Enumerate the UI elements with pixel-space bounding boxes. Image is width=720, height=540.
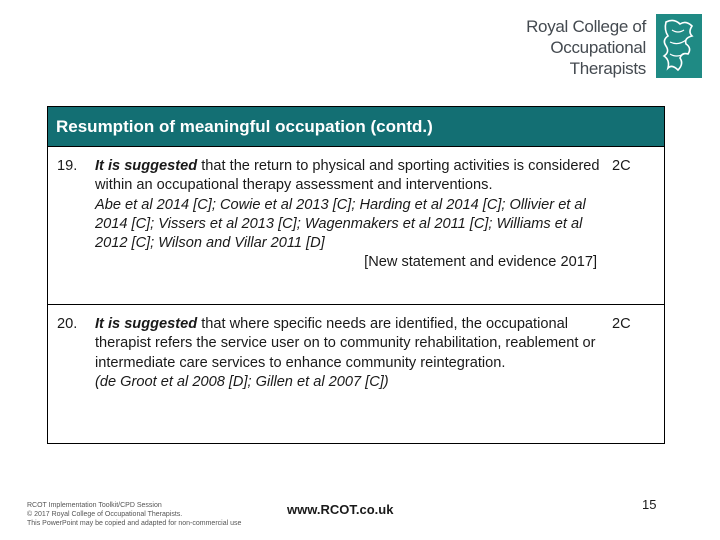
footer-url-link[interactable]: www.RCOT.co.uk [287, 502, 394, 517]
evidence-citations: (de Groot et al 2008 [D]; Gillen et al 2007 [C]) [95, 373, 389, 390]
grade-badge: 2C [612, 158, 631, 174]
statement-text: that where specific needs are identified, the occupational therapist refers the service user on to community rehabilitation, reablement or intermediate care services to enhance community reintegration. [95, 316, 596, 371]
logo-line-1: Royal College of [526, 17, 646, 36]
row-number: 20. [57, 316, 78, 332]
table-row [48, 305, 664, 441]
row-statement [95, 157, 600, 273]
row-number: 19. [57, 158, 78, 174]
grade-badge: 2C [612, 316, 631, 332]
recommendations-table [47, 106, 665, 444]
revision-note: [New statement and evidence 2017] [364, 254, 597, 271]
table-row [48, 147, 664, 305]
rcot-crest-icon [656, 14, 702, 78]
logo-wordmark [526, 16, 646, 79]
table-header: Resumption of meaningful occupation (contd.) [48, 107, 664, 147]
footer-line-1: RCOT Implementation Toolkit/CPD Session [27, 502, 162, 509]
evidence-citations: Abe et al 2014 [C]; Cowie et al 2013 [C]; Harding et al 2014 [C]; Ollivier et al 2014 [C]; Vissers et al 2013 [C]; Wagenmakers et al 2011 [C]; Williams et al 2012 [C]; Wilson and Villar 2011 [D] [95, 196, 586, 252]
row-statement [95, 315, 600, 392]
footer-copyright [27, 501, 241, 528]
statement-lead: It is suggested [95, 316, 198, 332]
logo-line-3: Therapists [569, 59, 646, 78]
footer-line-3: This PowerPoint may be copied and adapted for non-commercial use [27, 520, 242, 527]
statement-text: that the return to physical and sporting activities is considered within an occupational therapy assessment and interventions. [95, 158, 600, 194]
footer-line-2: © 2017 Royal College of Occupational Therapists. [27, 511, 183, 518]
statement-lead: It is suggested [95, 158, 198, 174]
logo-line-2: Occupational [550, 38, 646, 57]
page-number: 15 [642, 497, 657, 512]
